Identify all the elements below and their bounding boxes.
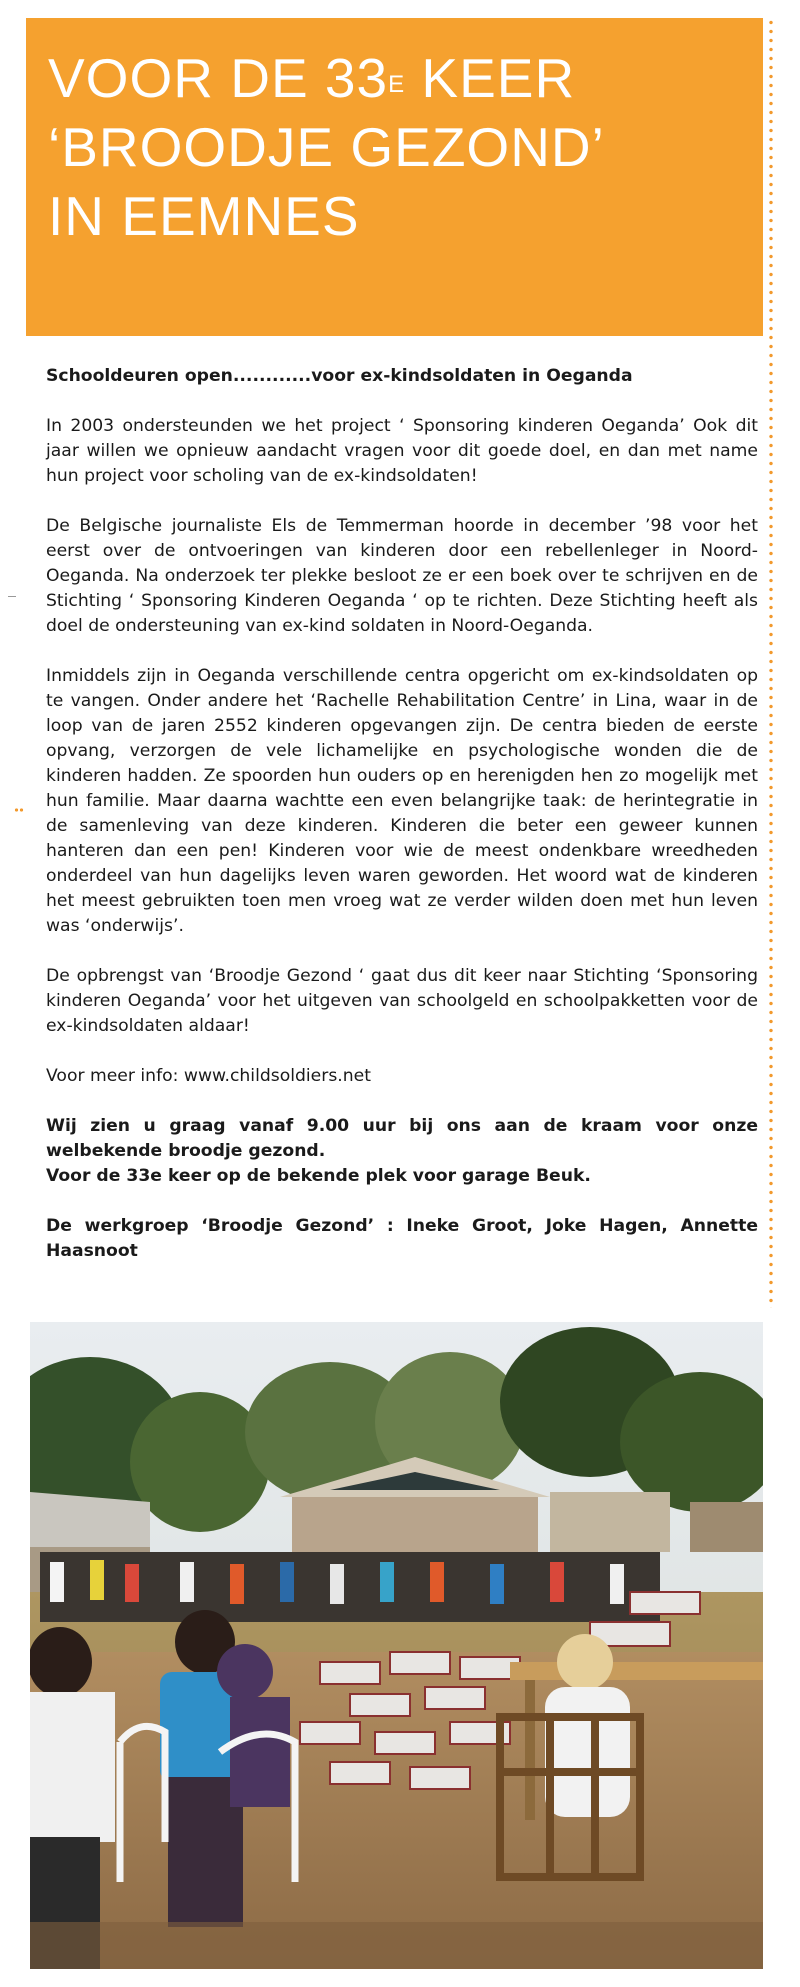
invite-line-2: Voor de 33e keer op de bekende plek voor garage Beuk.	[46, 1166, 591, 1186]
invite-text	[46, 1114, 758, 1189]
title-superscript: E	[388, 71, 406, 98]
workgroup-credits: De werkgroep ‘Broodje Gezond’ : Ineke Groot, Joke Hagen, Annette Haasnoot	[46, 1216, 758, 1261]
article-paragraph-4: De opbrengst van ‘Broodje Gezond ‘ gaat dus dit keer naar Stichting ‘Sponsoring kinderen Oeganda’ voor het uitgeven van schoolgeld en schoolpakketten voor de ex-kindsoldaten aldaar!	[46, 966, 758, 1036]
photo-illustration	[30, 1322, 763, 1969]
info-link-line: Voor meer info: www.childsoldiers.net	[46, 1066, 371, 1086]
school-distribution-photo	[30, 1322, 763, 1969]
dotted-margin-line	[769, 18, 773, 1308]
title-line-3: IN EEMNES	[48, 185, 360, 247]
margin-tick-mark	[8, 596, 16, 597]
article-paragraph-2: De Belgische journaliste Els de Temmerman hoorde in december ’98 voor het eerst over de ontvoeringen van kinderen door een rebellenleger in Noord-Oeganda. Na onderzoek ter plekke besloot ze er een boek over te schrijven en de Stichting ‘ Sponsoring Kinderen Oeganda ‘ op te richten. Deze Stichting heeft als doel de ondersteuning van ex-kind soldaten in Noord-Oeganda.	[46, 516, 758, 636]
title-line-2: ‘BROODJE GEZOND’	[48, 116, 605, 178]
dotted-margin-mark	[14, 808, 24, 812]
invite-line-1: Wij zien u graag vanaf 9.00 uur bij ons aan de kraam voor onze welbekende broodje gezond.	[46, 1116, 758, 1161]
article-body	[46, 364, 758, 1289]
article-paragraph-3: Inmiddels zijn in Oeganda verschillende centra opgericht om ex-kindsoldaten op te vangen. Onder andere het ‘Rachelle Rehabilitation Centre’ in Lina, waar in de loop van de jaren 2552 kinderen opgevangen zijn. De centra bieden de eerste opvang, verzorgen de vele lichamelijke en psychologische wonden die de kinderen hadden. Ze spoorden hun ouders op en herenigden hen zo mogelijk met hun familie. Maar daarna wachtte een even belangrijke taak: de herintegratie in de samenleving van deze kinderen. Kinderen die beter een geweer kunnen hanteren dan een pen! Kinderen voor wie de meest ondenkbare wreedheden onderdeel van hun dagelijks leven waren geworden. Het woord wat de kinderen het meest gebruikten toen men vroeg wat ze verder wilden doen met hun leven was ‘onderwijs’.	[46, 666, 758, 936]
page-title	[48, 44, 605, 251]
title-line-1: VOOR DE $33^E$ KEER	[48, 47, 576, 109]
crowd	[40, 1552, 660, 1622]
article-paragraph-1: In 2003 ondersteunden we het project ‘ Sponsoring kinderen Oeganda’ Ook dit jaar willen we opnieuw aandacht vragen voor dit goede doel, en dan met name hun project voor scholing van de ex-kindsoldaten!	[46, 416, 758, 486]
article-subtitle: Schooldeuren open............voor ex-kindsoldaten in Oeganda	[46, 366, 633, 386]
